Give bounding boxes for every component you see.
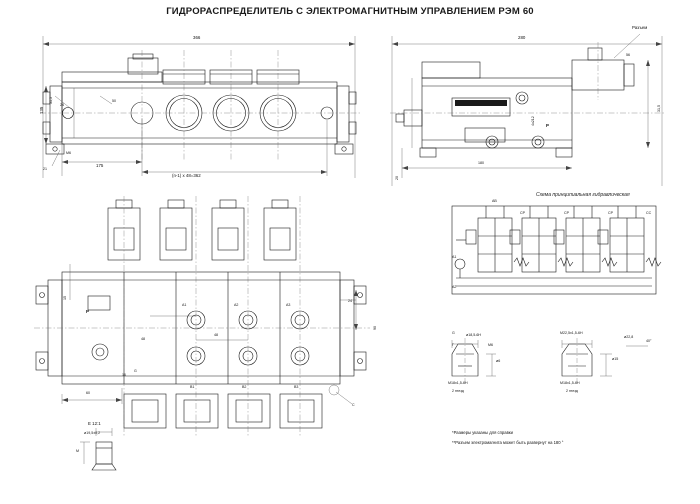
dim-right-height: 31,5	[657, 105, 661, 112]
detail-g-marks: Г	[452, 343, 454, 347]
detail-callout-g: G	[134, 369, 137, 373]
detail-g-marks-2: M6	[488, 343, 493, 347]
dim-overall-length-366: 366	[193, 35, 201, 40]
port-a3-plan: А3	[286, 303, 291, 307]
schematic-label-cc: CC	[646, 211, 652, 215]
dim-4x212: 4x212	[531, 116, 535, 126]
dim-m6: M6	[66, 151, 71, 155]
nameplate-text: РЭМ 6 - 04	[458, 107, 477, 111]
port-b3-plan: В3	[294, 385, 299, 389]
detail-g-thread: M18x1,5-6H	[448, 381, 468, 385]
dim-48-plan: 48	[141, 337, 145, 341]
detail-e-label: Е 12:1	[88, 421, 101, 426]
detail-g2-thread: M18x1,5-6H	[560, 381, 580, 385]
dim-24: 24	[60, 103, 64, 107]
dim-180: 180	[478, 161, 484, 165]
detail-g2-dim: M22,5x1,5-6H	[560, 331, 583, 335]
detail-g2-dim-b: ø22,8	[624, 335, 634, 339]
note-1: *Размеры указаны для справки	[452, 430, 513, 435]
dim-height-135: 135	[39, 106, 44, 114]
schematic-label-cp-3: CP	[608, 211, 613, 215]
dim-16-plan: 16	[122, 373, 126, 377]
port-a2-plan: А2	[234, 303, 239, 307]
dim-60-plan: 60	[86, 391, 90, 395]
detail-g-dim-d: ø6	[496, 359, 501, 363]
schematic-label-ab: АВ	[492, 199, 497, 203]
port-p-right: P	[546, 123, 549, 128]
schematic-label-cp-2: CP	[564, 211, 569, 215]
port-b1-plan: В1	[190, 385, 195, 389]
dim-175: 175	[96, 163, 104, 168]
dim-56: 56	[626, 53, 630, 57]
schematic-label-a2: А2	[452, 285, 457, 289]
detail-g-label: G	[452, 331, 455, 335]
schematic-label-cp-1: CP	[520, 211, 525, 215]
dim-48-plan-2: 48	[214, 333, 218, 337]
detail-g2-angle: 40°	[646, 339, 652, 343]
dim-31-5-plan: 15	[63, 296, 67, 300]
dim-20: 20	[395, 176, 399, 180]
dim-50: 50	[112, 99, 116, 103]
schematic-title: Схема принципиальная гидравлическая	[536, 192, 630, 198]
detail-e-mark: M	[76, 449, 79, 453]
detail-g-dim-a: ø18,5-6H	[466, 333, 481, 337]
drawing-title: ГИДРОРАСПРЕДЕЛИТЕЛЬ С ЭЛЕКТРОМАГНИТНЫМ УПРАВЛЕНИЕМ РЭМ 60	[166, 6, 534, 17]
detail-g2-depth: 2 гнезд	[566, 389, 578, 393]
detail-e-dim: ø19,5±0,2	[84, 431, 101, 435]
detail-callout-c: C	[352, 403, 355, 407]
detail-g-depth: 2 гнезд	[452, 389, 464, 393]
schematic-label-a1: А1	[452, 255, 457, 259]
detail-g2-dim-e: ø15	[612, 357, 619, 361]
port-a1-plan: А1	[182, 303, 187, 307]
dim-24-plan: 24	[348, 299, 352, 303]
dim-90-plan: 90	[373, 326, 377, 330]
dim-31-5: 31,5	[49, 97, 53, 104]
label-razem: Разъем	[632, 25, 648, 30]
dim-21: 21	[43, 167, 47, 171]
port-p-plan: P	[86, 309, 89, 314]
dim-280: 280	[518, 35, 526, 40]
port-b2-plan: В2	[242, 385, 247, 389]
dim-n-1x48: (n-1) x 48=362	[172, 173, 201, 178]
note-2: **Разъем электромагнита может быть развернут на 180 °	[452, 440, 564, 445]
